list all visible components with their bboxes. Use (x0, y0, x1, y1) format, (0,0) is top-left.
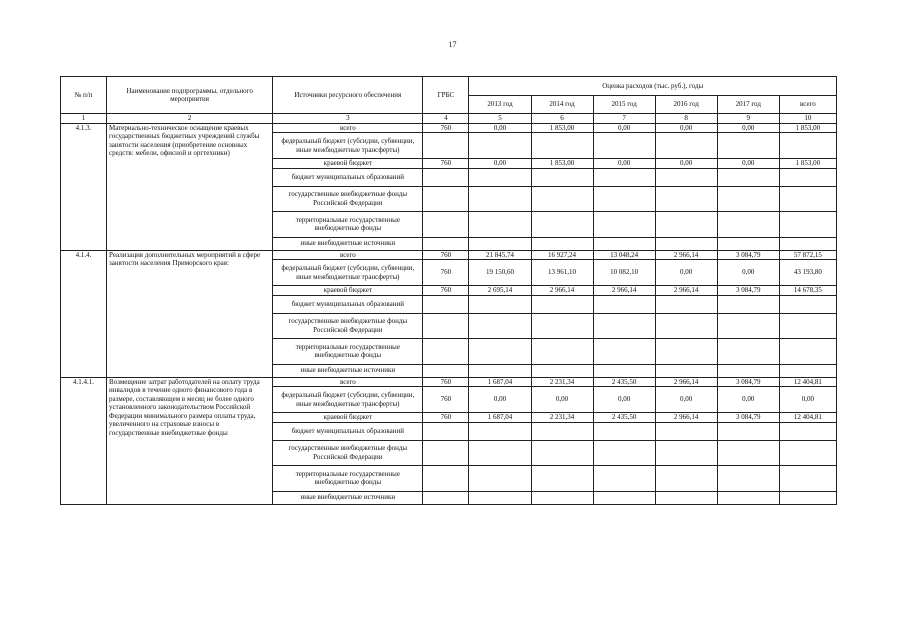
empty-cell (469, 295, 531, 313)
value-cell (717, 133, 779, 159)
value-cell: 2 231,34 (531, 377, 593, 387)
empty-cell (593, 465, 655, 491)
empty-cell (593, 440, 655, 465)
value-cell (531, 133, 593, 159)
value-cell: 13 048,24 (593, 250, 655, 260)
value-cell: 1 853,00 (779, 123, 836, 133)
empty-cell (469, 237, 531, 250)
source-label: государственные внебюджетные фонды Российской Федерации (273, 313, 423, 338)
empty-cell (779, 465, 836, 491)
source-label: иные внебюджетные источники (273, 364, 423, 377)
empty-cell (779, 313, 836, 338)
empty-cell (469, 168, 531, 186)
empty-cell (593, 186, 655, 211)
value-cell: 0,00 (531, 387, 593, 413)
section-name: Реализация дополнительных мероприятий в сфере занятости населения Приморского края: (107, 250, 273, 377)
value-cell: 0,00 (717, 387, 779, 413)
header-year: 2016 год (655, 96, 717, 114)
value-cell: 2 966,14 (531, 286, 593, 296)
empty-cell (717, 422, 779, 440)
table-header (61, 77, 837, 124)
table-row (61, 377, 837, 387)
value-cell: 0,00 (469, 387, 531, 413)
grbs-cell: 760 (423, 123, 469, 133)
value-cell: 2 966,14 (655, 413, 717, 423)
value-cell (593, 133, 655, 159)
empty-cell (531, 313, 593, 338)
empty-cell (655, 211, 717, 237)
grbs-cell: 760 (423, 377, 469, 387)
empty-cell (469, 465, 531, 491)
source-label: территориальные государственные внебюджетные фонды (273, 211, 423, 237)
empty-cell (717, 168, 779, 186)
empty-cell (655, 295, 717, 313)
table-row (61, 250, 837, 260)
empty-cell (469, 186, 531, 211)
source-label: бюджет муниципальных образований (273, 295, 423, 313)
grbs-cell: 760 (423, 260, 469, 286)
empty-cell (531, 422, 593, 440)
empty-cell (655, 440, 717, 465)
value-cell: 0,00 (655, 159, 717, 169)
empty-cell (423, 295, 469, 313)
index-cell: 3 (273, 114, 423, 124)
source-label: территориальные государственные внебюджетные фонды (273, 465, 423, 491)
empty-cell (717, 491, 779, 504)
value-cell: 2 966,14 (655, 377, 717, 387)
value-cell: 2 695,14 (469, 286, 531, 296)
value-cell: 3 084,79 (717, 250, 779, 260)
value-cell: 13 961,10 (531, 260, 593, 286)
value-cell: 0,00 (593, 159, 655, 169)
empty-cell (717, 237, 779, 250)
index-cell: 2 (107, 114, 273, 124)
source-label: всего (273, 377, 423, 387)
source-label: краевой бюджет (273, 286, 423, 296)
empty-cell (655, 491, 717, 504)
header-total: всего (779, 96, 836, 114)
value-cell: 19 150,60 (469, 260, 531, 286)
value-cell: 0,00 (717, 159, 779, 169)
grbs-cell: 760 (423, 250, 469, 260)
index-cell: 10 (779, 114, 836, 124)
header-num: № п/п (61, 77, 107, 114)
index-cell: 4 (423, 114, 469, 124)
value-cell: 2 435,50 (593, 413, 655, 423)
value-cell: 0,00 (779, 387, 836, 413)
source-label: государственные внебюджетные фонды Российской Федерации (273, 186, 423, 211)
empty-cell (423, 313, 469, 338)
empty-cell (593, 168, 655, 186)
source-label: федеральный бюджет (субсидии, субвенции, иные межбюджетные трансферты) (273, 260, 423, 286)
header-year: 2015 год (593, 96, 655, 114)
value-cell: 2 966,14 (655, 250, 717, 260)
empty-cell (655, 168, 717, 186)
empty-cell (423, 491, 469, 504)
value-cell: 57 872,15 (779, 250, 836, 260)
source-label: краевой бюджет (273, 159, 423, 169)
value-cell: 0,00 (469, 123, 531, 133)
empty-cell (593, 364, 655, 377)
empty-cell (779, 211, 836, 237)
empty-cell (593, 237, 655, 250)
section-number: 4.1.4.1. (61, 377, 107, 504)
grbs-cell: 760 (423, 159, 469, 169)
empty-cell (423, 440, 469, 465)
empty-cell (655, 422, 717, 440)
source-label: иные внебюджетные источники (273, 237, 423, 250)
empty-cell (779, 186, 836, 211)
empty-cell (717, 186, 779, 211)
index-cell: 8 (655, 114, 717, 124)
value-cell: 0,00 (655, 260, 717, 286)
value-cell: 43 193,80 (779, 260, 836, 286)
value-cell: 21 845,74 (469, 250, 531, 260)
value-cell: 12 404,81 (779, 413, 836, 423)
section-number: 4.1.3. (61, 123, 107, 250)
source-label: иные внебюджетные источники (273, 491, 423, 504)
empty-cell (779, 440, 836, 465)
value-cell: 1 687,04 (469, 377, 531, 387)
empty-cell (469, 211, 531, 237)
empty-cell (469, 422, 531, 440)
header-name: Наименование подпрограммы, отдельного мероприятия (107, 77, 273, 114)
header-estimate: Оценка расходов (тыс. руб.), годы (469, 77, 837, 96)
value-cell: 10 082,10 (593, 260, 655, 286)
empty-cell (469, 440, 531, 465)
empty-cell (423, 422, 469, 440)
budget-table (60, 76, 837, 505)
value-cell: 0,00 (655, 387, 717, 413)
value-cell: 3 084,79 (717, 413, 779, 423)
value-cell: 14 678,35 (779, 286, 836, 296)
empty-cell (469, 338, 531, 364)
empty-cell (423, 168, 469, 186)
source-label: бюджет муниципальных образований (273, 168, 423, 186)
index-cell: 6 (531, 114, 593, 124)
empty-cell (469, 491, 531, 504)
value-cell: 1 853,00 (531, 159, 593, 169)
source-label: территориальные государственные внебюджетные фонды (273, 338, 423, 364)
header-source: Источники ресурсного обеспечения (273, 77, 423, 114)
page-number: 17 (448, 40, 457, 49)
value-cell: 2 435,50 (593, 377, 655, 387)
empty-cell (531, 211, 593, 237)
value-cell: 16 927,24 (531, 250, 593, 260)
empty-cell (593, 295, 655, 313)
empty-cell (531, 338, 593, 364)
empty-cell (469, 313, 531, 338)
empty-cell (655, 237, 717, 250)
empty-cell (593, 313, 655, 338)
source-label: всего (273, 250, 423, 260)
source-label: краевой бюджет (273, 413, 423, 423)
empty-cell (717, 211, 779, 237)
empty-cell (779, 422, 836, 440)
value-cell: 0,00 (655, 123, 717, 133)
value-cell: 3 084,79 (717, 286, 779, 296)
empty-cell (423, 364, 469, 377)
value-cell (655, 133, 717, 159)
empty-cell (593, 211, 655, 237)
value-cell (469, 133, 531, 159)
empty-cell (531, 237, 593, 250)
value-cell: 0,00 (717, 123, 779, 133)
value-cell: 3 084,79 (717, 377, 779, 387)
grbs-cell (423, 133, 469, 159)
empty-cell (717, 338, 779, 364)
value-cell: 1 687,04 (469, 413, 531, 423)
empty-cell (717, 313, 779, 338)
value-cell: 1 853,00 (779, 159, 836, 169)
value-cell: 2 231,34 (531, 413, 593, 423)
source-label: бюджет муниципальных образований (273, 422, 423, 440)
empty-cell (779, 168, 836, 186)
source-label: всего (273, 123, 423, 133)
table-row (61, 123, 837, 133)
empty-cell (779, 295, 836, 313)
empty-cell (531, 168, 593, 186)
source-label: федеральный бюджет (субсидии, субвенции, иные межбюджетные трансферты) (273, 133, 423, 159)
grbs-cell: 760 (423, 387, 469, 413)
value-cell (779, 133, 836, 159)
header-year: 2014 год (531, 96, 593, 114)
header-year: 2013 год (469, 96, 531, 114)
empty-cell (423, 237, 469, 250)
empty-cell (423, 465, 469, 491)
empty-cell (717, 465, 779, 491)
empty-cell (717, 295, 779, 313)
header-grbs: ГРБС (423, 77, 469, 114)
section-name: Материально-техническое оснащение краевых государственных бюджетных учреждений службы занятости населения (приобретение основных средств: мебели, офисной и оргтехники) (107, 123, 273, 250)
empty-cell (423, 186, 469, 211)
index-cell: 9 (717, 114, 779, 124)
empty-cell (423, 338, 469, 364)
index-cell: 5 (469, 114, 531, 124)
empty-cell (531, 465, 593, 491)
value-cell: 1 853,00 (531, 123, 593, 133)
header-year: 2017 год (717, 96, 779, 114)
section-name: Возмещение затрат работодателей на оплату труда инвалидов в течение одного финансового года в размере, составляющем в месяц не более одного установленного законодательством Российской Федерации минимального размера оплаты труда, увеличенного на страховые взносы в государственные внебюджетные фонды (107, 377, 273, 504)
empty-cell (779, 237, 836, 250)
empty-cell (531, 295, 593, 313)
grbs-cell: 760 (423, 413, 469, 423)
value-cell: 0,00 (469, 159, 531, 169)
empty-cell (469, 364, 531, 377)
value-cell: 0,00 (717, 260, 779, 286)
empty-cell (717, 364, 779, 377)
index-cell: 7 (593, 114, 655, 124)
empty-cell (531, 364, 593, 377)
empty-cell (531, 491, 593, 504)
empty-cell (779, 364, 836, 377)
value-cell: 0,00 (593, 387, 655, 413)
empty-cell (779, 338, 836, 364)
source-label: государственные внебюджетные фонды Российской Федерации (273, 440, 423, 465)
empty-cell (655, 364, 717, 377)
empty-cell (593, 491, 655, 504)
empty-cell (655, 186, 717, 211)
empty-cell (655, 313, 717, 338)
value-cell: 12 404,81 (779, 377, 836, 387)
empty-cell (717, 440, 779, 465)
value-cell: 0,00 (593, 123, 655, 133)
empty-cell (593, 338, 655, 364)
empty-cell (531, 440, 593, 465)
table-body (61, 123, 837, 504)
empty-cell (655, 338, 717, 364)
empty-cell (593, 422, 655, 440)
empty-cell (423, 211, 469, 237)
empty-cell (531, 186, 593, 211)
grbs-cell: 760 (423, 286, 469, 296)
value-cell: 2 966,14 (593, 286, 655, 296)
value-cell: 2 966,14 (655, 286, 717, 296)
index-cell: 1 (61, 114, 107, 124)
empty-cell (779, 491, 836, 504)
source-label: федеральный бюджет (субсидии, субвенции, иные межбюджетные трансферты) (273, 387, 423, 413)
section-number: 4.1.4. (61, 250, 107, 377)
empty-cell (655, 465, 717, 491)
